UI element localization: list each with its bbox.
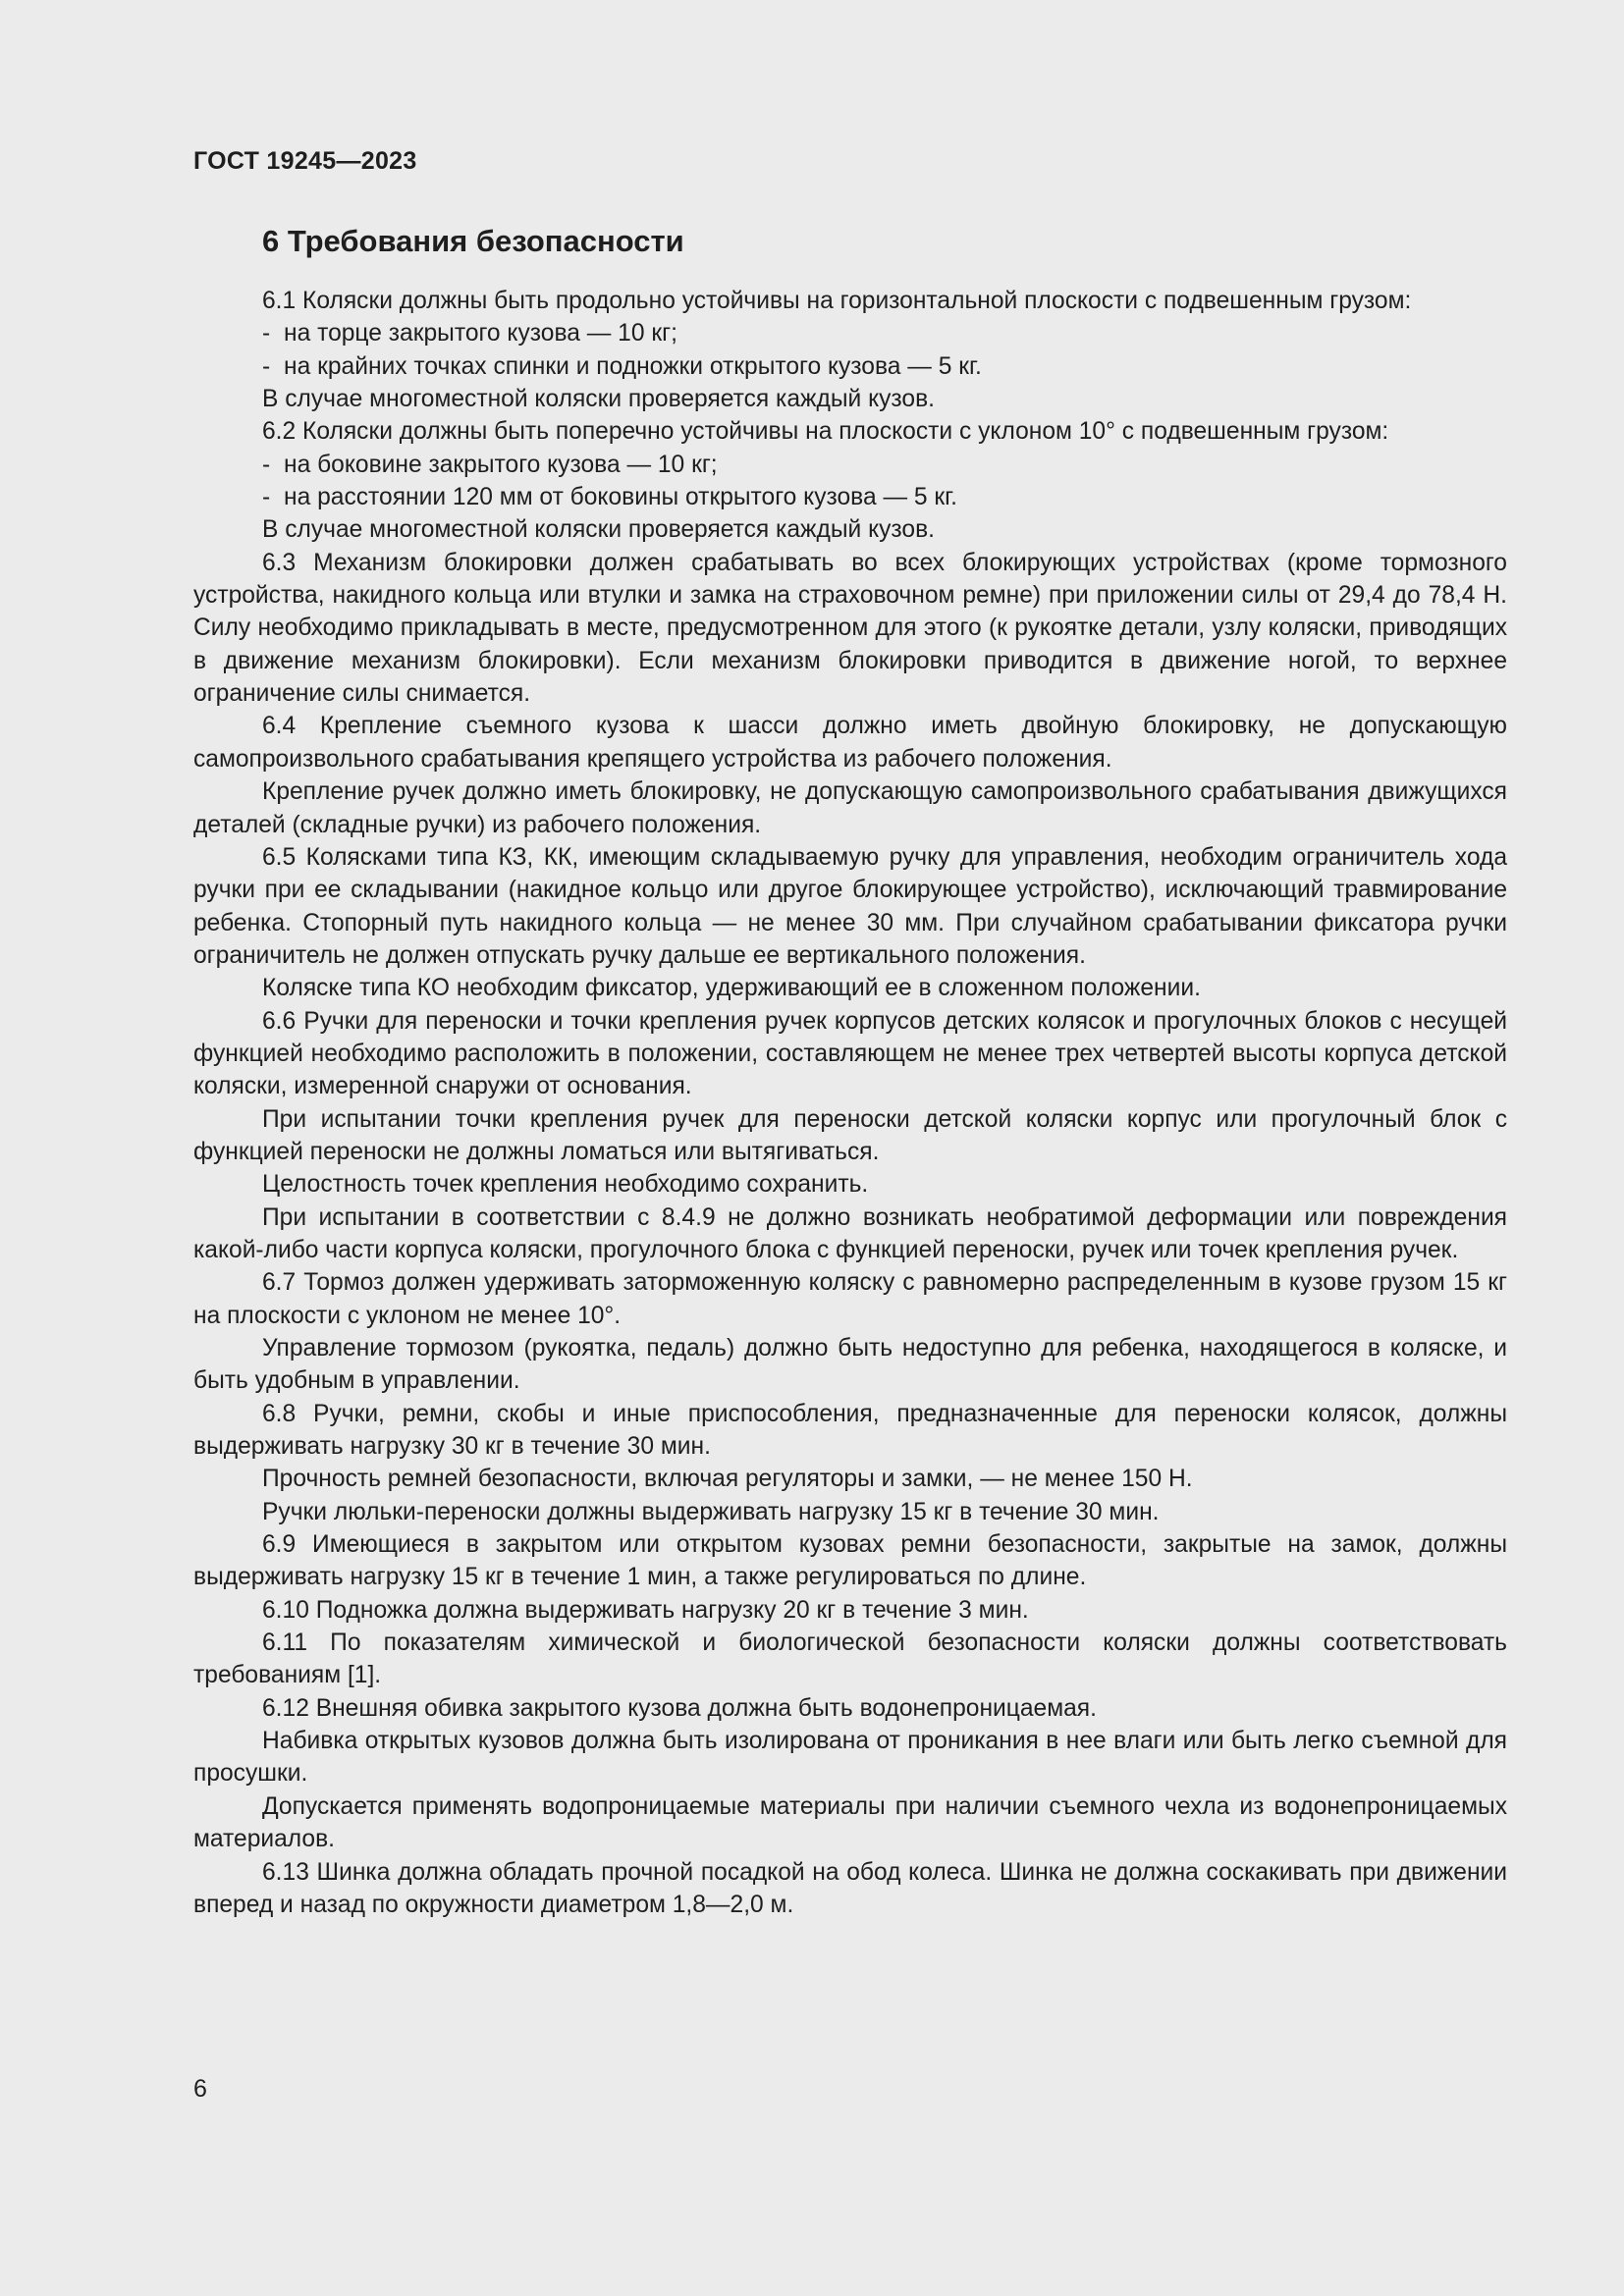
list-item-text: на расстоянии 120 мм от боковины открытого кузова — 5 кг. [284,484,957,511]
paragraph-6-6-b: При испытании точки крепления ручек для переноски детской коляски корпус или прогулочный блок с функцией переноски не должны ломаться или вытягиваться. [193,1105,1507,1165]
paragraph-6-9: 6.9 Имеющиеся в закрытом или открытом кузовах ремни безопасности, закрытые на замок, должны выдерживать нагрузку 15 кг в течение 1 мин, а также регулироваться по длине. [193,1531,1507,1591]
paragraph-6-3: 6.3 Механизм блокировки должен срабатывать во всех блокирующих устройствах (кроме тормозного устройства, накидного кольца или втулки и замка на страховочном ремне) при приложении силы от 29,4 до 78,4 Н. Силу необходимо прикладывать в месте, предусмотренном для этого (к рукоятке детали, узлу коляски, приводящих в движение механизм блокировки). Если механизм блокировки приводится в движение ногой, то верхнее ограничение силы снимается. [193,549,1507,708]
paragraph-6-6-c: Целостность точек крепления необходимо сохранить. [262,1171,869,1199]
paragraph-6-1: 6.1 Коляски должны быть продольно устойчивы на горизонтальной плоскости с подвешенным грузом: [262,288,1412,314]
paragraph-6-8-c: Ручки люльки-переноски должны выдерживать нагрузку 15 кг в течение 30 мин. [262,1498,1160,1525]
list-item-text: на боковине закрытого кузова — 10 кг; [284,451,718,478]
paragraph-6-4-b: Крепление ручек должно иметь блокировку, не допускающую самопроизвольного срабатывания движущихся деталей (складные ручки) из рабочего положения. [193,778,1507,838]
list-item: - на крайних точках спинки и подножки открытого кузова — 5 кг. [262,352,982,380]
paragraph-6-8: 6.8 Ручки, ремни, скобы и иные приспособления, предназначенные для переноски колясок, должны выдерживать нагрузку 30 кг в течение 30 мин. [193,1400,1507,1461]
paragraph-6-13: 6.13 Шинка должна обладать прочной посадкой на обод колеса. Шинка не должна соскакивать при движении вперед и назад по окружности диаметром 1,8—2,0 м. [193,1858,1507,1918]
paragraph-6-7-b: Управление тормозом (рукоятка, педаль) должно быть недоступно для ребенка, находящегося в коляске, и быть удобным в управлении. [193,1335,1507,1395]
section-title: 6 Требования безопасности [262,224,684,258]
paragraph-6-8-b: Прочность ремней безопасности, включая регуляторы и замки, — не менее 150 Н. [262,1466,1193,1493]
paragraph-6-7: 6.7 Тормоз должен удерживать заторможенную коляску с равномерно распределенным в кузове грузом 15 кг на плоскости с уклоном не менее 10°. [193,1269,1507,1329]
list-item-text: на торце закрытого кузова — 10 кг; [284,320,677,347]
paragraph-6-6-d: При испытании в соответствии с 8.4.9 не должно возникать необратимой деформации или повреждения какой-либо части корпуса коляски, прогулочного блока с функцией переноски, ручек или точек крепления ручек. [193,1203,1507,1263]
paragraph-6-2: 6.2 Коляски должны быть поперечно устойчивы на плоскости с уклоном 10° с подвешенным грузом: [262,418,1389,446]
list-item: - на расстоянии 120 мм от боковины открытого кузова — 5 кг. [262,484,957,511]
section-body [193,285,1507,1921]
paragraph-6-11: 6.11 По показателям химической и биологической безопасности коляски должны соответствовать требованиям [1]. [193,1629,1507,1689]
page-number: 6 [193,2075,207,2103]
paragraph-6-2-note: В случае многоместной коляски проверяется каждый кузов. [262,516,935,544]
document-code: ГОСТ 19245—2023 [193,147,417,175]
paragraph-6-6: 6.6 Ручки для переноски и точки крепления ручек корпусов детских колясок и прогулочных блоков с несущей функцией необходимо расположить в положении, составляющем не менее трех четвертей высоты корпуса детской коляски, измеренной снаружи от основания. [193,1007,1507,1100]
paragraph-6-5-b: Коляске типа КО необходим фиксатор, удерживающий ее в сложенном положении. [262,975,1201,1002]
paragraph-6-12: 6.12 Внешняя обивка закрытого кузова должна быть водонепроницаемая. [262,1694,1097,1722]
list-item: - на боковине закрытого кузова — 10 кг; [262,451,718,478]
paragraph-6-4: 6.4 Крепление съемного кузова к шасси должно иметь двойную блокировку, не допускающую самопроизвольного срабатывания крепящего устройства из рабочего положения. [193,713,1507,773]
paragraph-6-1-note: В случае многоместной коляски проверяется каждый кузов. [262,386,935,413]
list-item: - на торце закрытого кузова — 10 кг; [262,320,677,347]
paragraph-6-5: 6.5 Колясками типа КЗ, КК, имеющим складываемую ручку для управления, необходим ограничитель хода ручки при ее складывании (накидное кольцо или другое блокирующее устройство), исключающий травмирование ребенка. Стопорный путь накидного кольца — не менее 30 мм. При случайном срабатывании фиксатора ручки ограничитель не должен отпускать ручку дальше ее вертикального положения. [193,843,1507,969]
paragraph-6-10: 6.10 Подножка должна выдерживать нагрузку 20 кг в течение 3 мин. [262,1596,1029,1624]
list-item-text: на крайних точках спинки и подножки открытого кузова — 5 кг. [284,352,982,380]
paragraph-6-12-c: Допускается применять водопроницаемые материалы при наличии съемного чехла из водонепроницаемых материалов. [193,1792,1507,1853]
paragraph-6-12-b: Набивка открытых кузовов должна быть изолирована от проникания в нее влаги или быть легко съемной для просушки. [193,1728,1507,1788]
